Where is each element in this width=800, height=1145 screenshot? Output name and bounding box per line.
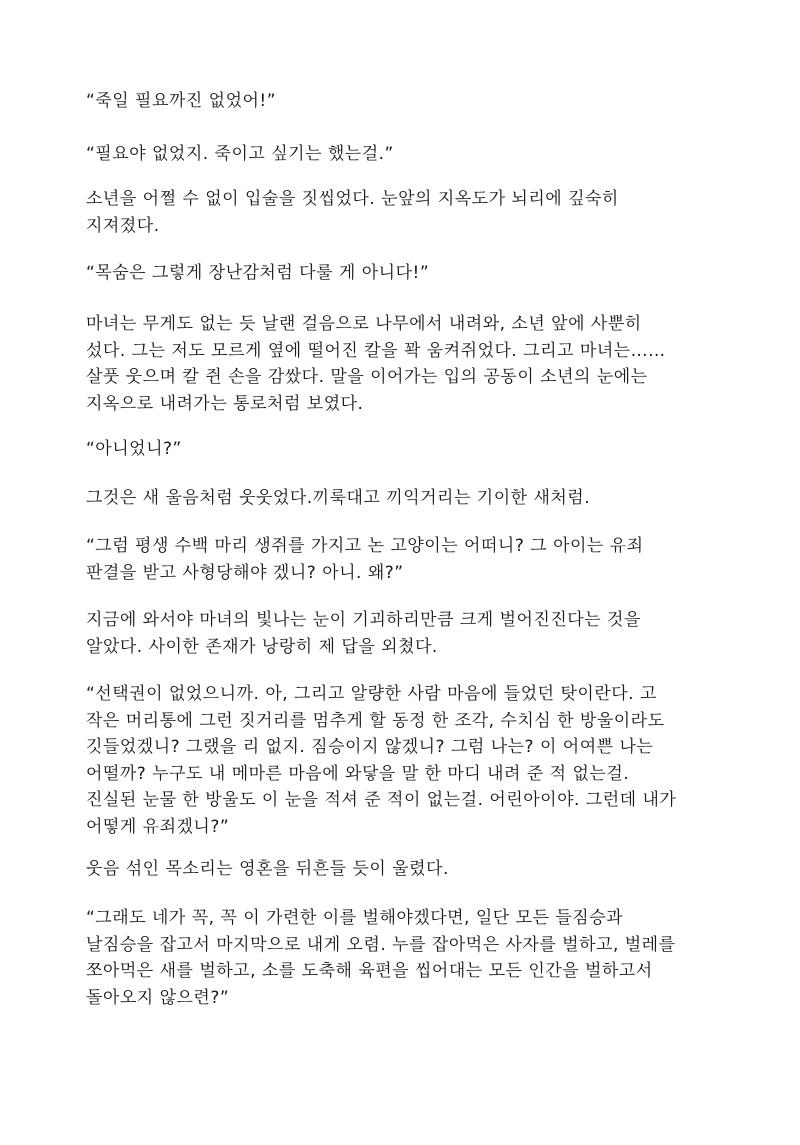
paragraph-line: “아니었니?” [86,439,182,459]
paragraph-line: 어떻게 유죄겠니?” [86,816,230,837]
paragraph-3 [86,186,766,239]
paragraph-line: “선택권이 없었으니까. 아, 그리고 알량한 사람 마음에 들었던 탓이란다. 고 [86,684,657,704]
paragraph-line: 깃들었겠니? 그랬을 리 없지. 짐승이지 않겠니? 그럼 나는? 이 어여쁜 나는 [86,737,654,757]
paragraph-line: 작은 머리통에 그런 짓거리를 멈추게 할 동정 한 조각, 수치심 한 방울이라도 [86,710,665,731]
paragraph-line: 살풋 웃으며 칼 쥔 손을 감쌌다. 말을 이어가는 입의 공동이 소년의 눈에는 [86,367,648,387]
paragraph-line: 날짐승을 잡고서 마지막으로 내게 오렴. 누를 잡아먹은 사자를 벌하고, 벌레를 [86,934,676,955]
paragraph-11 [86,856,766,883]
paragraph-line: “그럼 평생 수백 마리 생쥐를 가지고 논 고양이는 어떠니? 그 아이는 유죄 [86,536,644,556]
paragraph-line: “목숨은 그렇게 장난감처럼 다룰 게 아니다!” [86,263,430,283]
paragraph-line: 진실된 눈물 한 방울도 이 눈을 적셔 준 적이 없는걸. 어린아이야. 그런데 내가 [86,790,677,810]
paragraph-2 [86,141,766,168]
paragraph-10 [86,681,766,840]
paragraph-line: “죽일 필요까진 없었어!” [86,91,277,111]
paragraph-line: 마녀는 무게도 없는 듯 날랜 걸음으로 나무에서 내려와, 소년 앞에 사뿐히 [86,314,642,334]
paragraph-line: 쪼아먹은 새를 벌하고, 소를 도축해 육편을 씹어대는 모든 인간을 벌하고서 [86,961,653,981]
paragraph-line: 지옥으로 내려가는 통로처럼 보였다. [86,393,364,414]
paragraph-line: 지금에 와서야 마녀의 빛나는 눈이 기괴하리만큼 크게 벌어진진다는 것을 [86,610,641,630]
paragraph-4 [86,260,766,287]
paragraph-line: 웃음 섞인 목소리는 영혼을 뒤흔들 듯이 울렸다. [86,859,449,879]
paragraph-line: 돌아오지 않으련?” [86,987,230,1008]
paragraph-line: 어떨까? 누구도 내 메마른 마음에 와닿을 말 한 마디 내려 준 적 없는걸. [86,763,630,784]
paragraph-line: “필요야 없었지. 죽이고 싶기는 했는걸.” [86,144,394,164]
paragraph-line: 소년을 어쩔 수 없이 입술을 짓씹었다. 눈앞의 지옥도가 뇌리에 깊숙히 [86,189,619,209]
paragraph-7 [86,485,766,512]
paragraph-line: 섰다. 그는 저도 모르게 옆에 떨어진 칼을 꽉 움켜쥐었다. 그리고 마녀는…… [86,340,666,361]
paragraph-6 [86,436,766,463]
paragraph-line: 그것은 새 울음처럼 웃웃었다.끼룩대고 끼익거리는 기이한 새처럼. [86,488,591,508]
paragraph-1 [86,88,766,115]
paragraph-9 [86,607,766,660]
paragraph-line: “그래도 네가 꼭, 꼭 이 가련한 이를 벌해야겠다면, 일단 모든 들짐승과 [86,908,624,928]
paragraph-line: 판결을 받고 사형당해야 겠니? 아니. 왜?” [86,562,404,583]
paragraph-line: 알았다. 사이한 존재가 낭랑히 제 답을 외쳤다. [86,636,438,657]
paragraph-5 [86,311,766,417]
paragraph-8 [86,533,766,586]
paragraph-line: 지져졌다. [86,215,160,236]
paragraph-12 [86,905,766,1011]
